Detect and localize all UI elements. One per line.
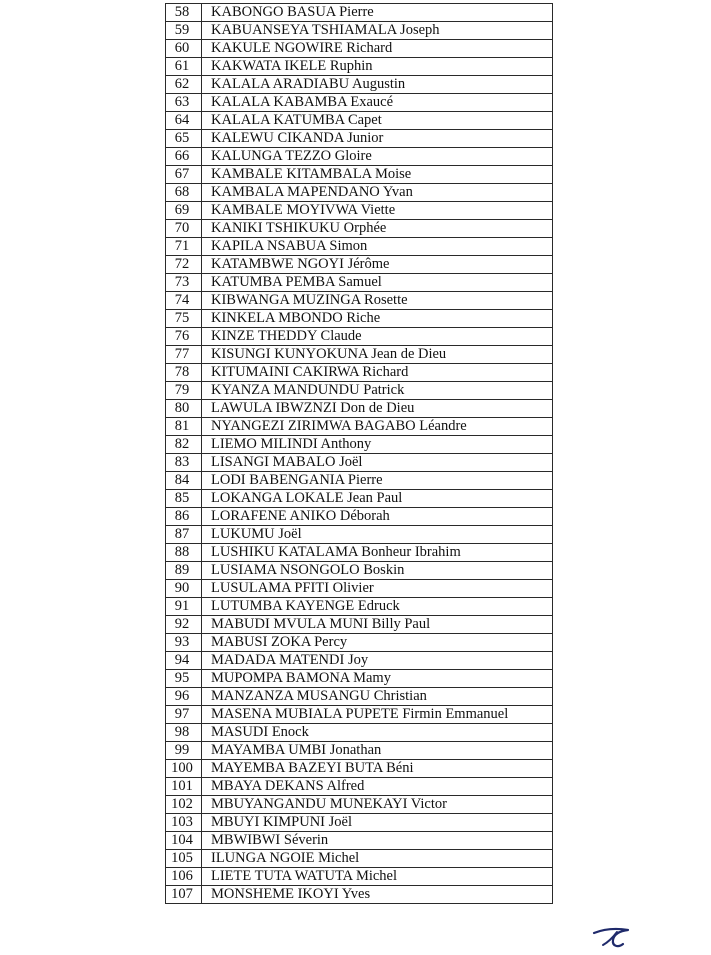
person-name: KYANZA MANDUNDU Patrick — [202, 382, 553, 400]
table-row — [166, 94, 553, 112]
table-row — [166, 148, 553, 166]
row-number: 89 — [166, 562, 202, 580]
table-row — [166, 814, 553, 832]
row-number: 104 — [166, 832, 202, 850]
person-name: KINKELA MBONDO Riche — [202, 310, 553, 328]
person-name: MANZANZA MUSANGU Christian — [202, 688, 553, 706]
table-row — [166, 220, 553, 238]
table-row — [166, 634, 553, 652]
row-number: 75 — [166, 310, 202, 328]
row-number: 60 — [166, 40, 202, 58]
table-row — [166, 670, 553, 688]
person-name: KINZE THEDDY Claude — [202, 328, 553, 346]
person-name: MONSHEME IKOYI Yves — [202, 886, 553, 904]
person-name: MBAYA DEKANS Alfred — [202, 778, 553, 796]
person-name: MUPOMPA BAMONA Mamy — [202, 670, 553, 688]
row-number: 73 — [166, 274, 202, 292]
row-number: 79 — [166, 382, 202, 400]
row-number: 85 — [166, 490, 202, 508]
row-number: 102 — [166, 796, 202, 814]
table-row — [166, 508, 553, 526]
row-number: 99 — [166, 742, 202, 760]
person-name: LUSIAMA NSONGOLO Boskin — [202, 562, 553, 580]
handwritten-initial-icon — [590, 920, 640, 952]
table-row — [166, 490, 553, 508]
person-name: LODI BABENGANIA Pierre — [202, 472, 553, 490]
person-name: LIEMO MILINDI Anthony — [202, 436, 553, 454]
row-number: 92 — [166, 616, 202, 634]
person-name: KISUNGI KUNYOKUNA Jean de Dieu — [202, 346, 553, 364]
row-number: 65 — [166, 130, 202, 148]
row-number: 69 — [166, 202, 202, 220]
table-row — [166, 346, 553, 364]
person-name: NYANGEZI ZIRIMWA BAGABO Léandre — [202, 418, 553, 436]
row-number: 86 — [166, 508, 202, 526]
person-name: MASENA MUBIALA PUPETE Firmin Emmanuel — [202, 706, 553, 724]
row-number: 61 — [166, 58, 202, 76]
row-number: 94 — [166, 652, 202, 670]
person-name: KABUANSEYA TSHIAMALA Joseph — [202, 22, 553, 40]
person-name: MADADA MATENDI Joy — [202, 652, 553, 670]
person-name: KIBWANGA MUZINGA Rosette — [202, 292, 553, 310]
row-number: 83 — [166, 454, 202, 472]
row-number: 71 — [166, 238, 202, 256]
person-name: KALALA ARADIABU Augustin — [202, 76, 553, 94]
participants-table — [165, 3, 553, 904]
person-name: KANIKI TSHIKUKU Orphée — [202, 220, 553, 238]
person-name: KATAMBWE NGOYI Jérôme — [202, 256, 553, 274]
row-number: 106 — [166, 868, 202, 886]
table-row — [166, 400, 553, 418]
table-row — [166, 562, 553, 580]
row-number: 93 — [166, 634, 202, 652]
row-number: 97 — [166, 706, 202, 724]
person-name: KITUMAINI CAKIRWA Richard — [202, 364, 553, 382]
table-row — [166, 22, 553, 40]
person-name: KAMBALA MAPENDANO Yvan — [202, 184, 553, 202]
row-number: 70 — [166, 220, 202, 238]
person-name: MBWIBWI Séverin — [202, 832, 553, 850]
table-row — [166, 184, 553, 202]
table-row — [166, 364, 553, 382]
person-name: KALUNGA TEZZO Gloire — [202, 148, 553, 166]
person-name: LORAFENE ANIKO Déborah — [202, 508, 553, 526]
person-name: KAMBALE KITAMBALA Moise — [202, 166, 553, 184]
table-row — [166, 472, 553, 490]
person-name: MBUYANGANDU MUNEKAYI Victor — [202, 796, 553, 814]
table-row — [166, 706, 553, 724]
table-row — [166, 742, 553, 760]
table-row — [166, 166, 553, 184]
table-row — [166, 238, 553, 256]
row-number: 105 — [166, 850, 202, 868]
table-row — [166, 652, 553, 670]
person-name: MABUSI ZOKA Percy — [202, 634, 553, 652]
table-row — [166, 760, 553, 778]
table-row — [166, 796, 553, 814]
row-number: 101 — [166, 778, 202, 796]
row-number: 78 — [166, 364, 202, 382]
person-name: LIETE TUTA WATUTA Michel — [202, 868, 553, 886]
table-row — [166, 112, 553, 130]
row-number: 98 — [166, 724, 202, 742]
row-number: 81 — [166, 418, 202, 436]
row-number: 91 — [166, 598, 202, 616]
person-name: KALEWU CIKANDA Junior — [202, 130, 553, 148]
table-row — [166, 724, 553, 742]
person-name: MBUYI KIMPUNI Joël — [202, 814, 553, 832]
person-name: KABONGO BASUA Pierre — [202, 4, 553, 22]
table-row — [166, 130, 553, 148]
person-name: MASUDI Enock — [202, 724, 553, 742]
person-name: KALALA KATUMBA Capet — [202, 112, 553, 130]
person-name: KAKWATA IKELE Ruphin — [202, 58, 553, 76]
person-name: LUSHIKU KATALAMA Bonheur Ibrahim — [202, 544, 553, 562]
table-row — [166, 256, 553, 274]
table-row — [166, 580, 553, 598]
table-row — [166, 886, 553, 904]
row-number: 84 — [166, 472, 202, 490]
table-row — [166, 616, 553, 634]
row-number: 77 — [166, 346, 202, 364]
table-row — [166, 274, 553, 292]
row-number: 58 — [166, 4, 202, 22]
person-name: KATUMBA PEMBA Samuel — [202, 274, 553, 292]
person-name: KALALA KABAMBA Exaucé — [202, 94, 553, 112]
row-number: 68 — [166, 184, 202, 202]
row-number: 74 — [166, 292, 202, 310]
person-name: LUSULAMA PFITI Olivier — [202, 580, 553, 598]
person-name: ILUNGA NGOIE Michel — [202, 850, 553, 868]
signature-stroke — [603, 932, 617, 945]
table-row — [166, 598, 553, 616]
row-number: 72 — [166, 256, 202, 274]
table-row — [166, 40, 553, 58]
row-number: 96 — [166, 688, 202, 706]
table-row — [166, 4, 553, 22]
person-name: KAMBALE MOYIVWA Viette — [202, 202, 553, 220]
table-row — [166, 850, 553, 868]
person-name: KAPILA NSABUA Simon — [202, 238, 553, 256]
table-row — [166, 868, 553, 886]
table-row — [166, 832, 553, 850]
person-name: KAKULE NGOWIRE Richard — [202, 40, 553, 58]
table-row — [166, 382, 553, 400]
person-name: LOKANGA LOKALE Jean Paul — [202, 490, 553, 508]
row-number: 59 — [166, 22, 202, 40]
table-row — [166, 58, 553, 76]
row-number: 80 — [166, 400, 202, 418]
row-number: 100 — [166, 760, 202, 778]
table-row — [166, 526, 553, 544]
row-number: 76 — [166, 328, 202, 346]
row-number: 103 — [166, 814, 202, 832]
person-name: MAYEMBA BAZEYI BUTA Béni — [202, 760, 553, 778]
row-number: 67 — [166, 166, 202, 184]
person-name: MAYAMBA UMBI Jonathan — [202, 742, 553, 760]
row-number: 87 — [166, 526, 202, 544]
row-number: 95 — [166, 670, 202, 688]
table-row — [166, 436, 553, 454]
row-number: 63 — [166, 94, 202, 112]
table-row — [166, 76, 553, 94]
row-number: 82 — [166, 436, 202, 454]
row-number: 90 — [166, 580, 202, 598]
row-number: 66 — [166, 148, 202, 166]
person-name: LISANGI MABALO Joël — [202, 454, 553, 472]
row-number: 62 — [166, 76, 202, 94]
table-body — [166, 4, 553, 904]
row-number: 107 — [166, 886, 202, 904]
table-row — [166, 778, 553, 796]
row-number: 88 — [166, 544, 202, 562]
table-row — [166, 544, 553, 562]
person-name: LUTUMBA KAYENGE Edruck — [202, 598, 553, 616]
person-name: LAWULA IBWZNZI Don de Dieu — [202, 400, 553, 418]
table-row — [166, 202, 553, 220]
row-number: 64 — [166, 112, 202, 130]
table-row — [166, 418, 553, 436]
table-row — [166, 454, 553, 472]
table-row — [166, 292, 553, 310]
table-row — [166, 688, 553, 706]
person-name: LUKUMU Joël — [202, 526, 553, 544]
table-row — [166, 310, 553, 328]
table-row — [166, 328, 553, 346]
person-name: MABUDI MVULA MUNI Billy Paul — [202, 616, 553, 634]
